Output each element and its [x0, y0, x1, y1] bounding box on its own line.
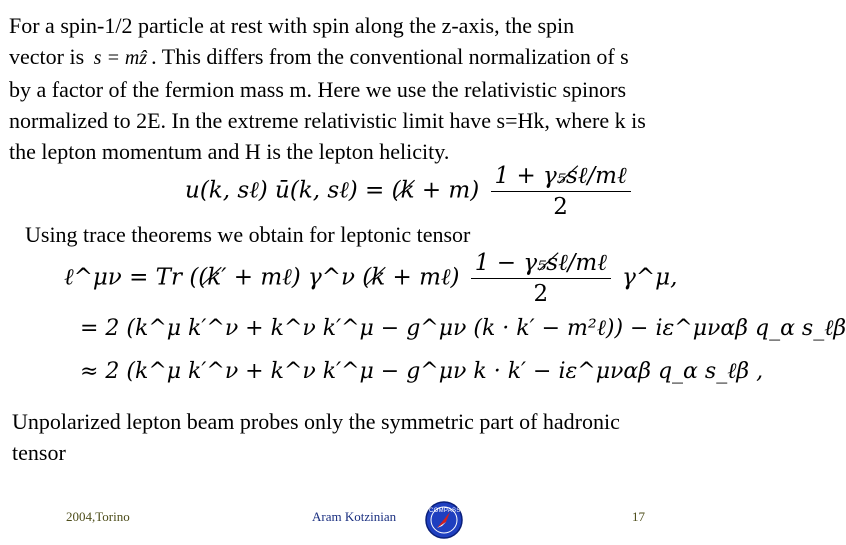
lepton-tensor-expansion: = 2 (k^μ k′^ν + k^ν k′^μ − g^μν (k · k′ − m²ℓ)) − iε^μναβ q_α s_ℓβ — [80, 316, 846, 341]
trace-theorem-text: Using trace theorems we obtain for leptonic tensor — [25, 222, 471, 247]
page-number: 17 — [632, 509, 645, 524]
eq1-fraction: $\frac{\text{1 + γ₅s̸ℓ/mℓ}}{2}$ — [491, 163, 631, 220]
compass-logo — [424, 500, 464, 540]
bottom-line-2: tensor — [12, 440, 66, 465]
lepton-tensor-approximation: ≈ 2 (k^μ k′^ν + k^ν k′^μ − g^μν k · k′ − iε^μναβ q_α s_ℓβ , — [80, 359, 764, 384]
bottom-line-1: Unpolarized lepton beam probes only the symmetric part of hadronic — [12, 409, 620, 434]
footer-location-year: 2004,Torino — [66, 509, 130, 524]
inline-formula: s = mẑ — [93, 47, 148, 69]
compass-logo-icon — [424, 500, 464, 540]
spinor-equation: u(k, sℓ) ū(k, sℓ) = (k̸ + m) $\frac{\text{1 + γ₅s̸ℓ/mℓ}}{2}$ — [185, 163, 635, 220]
intro-line-1: For a spin-1/2 particle at rest with spin along the z-axis, the spin — [9, 13, 575, 38]
footer-author: Aram Kotzinian — [312, 509, 397, 524]
intro-paragraph — [9, 10, 714, 167]
intro-line-2: vector is s = mẑ . This differs from the conventional normalization of s — [9, 44, 629, 69]
intro-line-5: the lepton momentum and H is the lepton helicity. — [9, 139, 450, 164]
bottom-paragraph — [12, 406, 712, 468]
eq2-fraction: $\frac{\text{1 − γ₅s̸ℓ/mℓ}}{2}$ — [471, 250, 611, 307]
intro-line-4: normalized to 2E. In the extreme relativistic limit have s=Hk, where k is — [9, 108, 646, 133]
compass-logo-text: COMPASS — [429, 508, 461, 514]
intro-line-3: by a factor of the fermion mass m. Here we use the relativistic spinors — [9, 77, 627, 102]
lepton-tensor-equation: ℓ^μν = Tr ((k̸′ + mℓ) γ^ν (k̸ + mℓ) $\frac{\text{1 − γ₅s̸ℓ/mℓ}}{2}$ γ^μ, — [64, 250, 678, 307]
